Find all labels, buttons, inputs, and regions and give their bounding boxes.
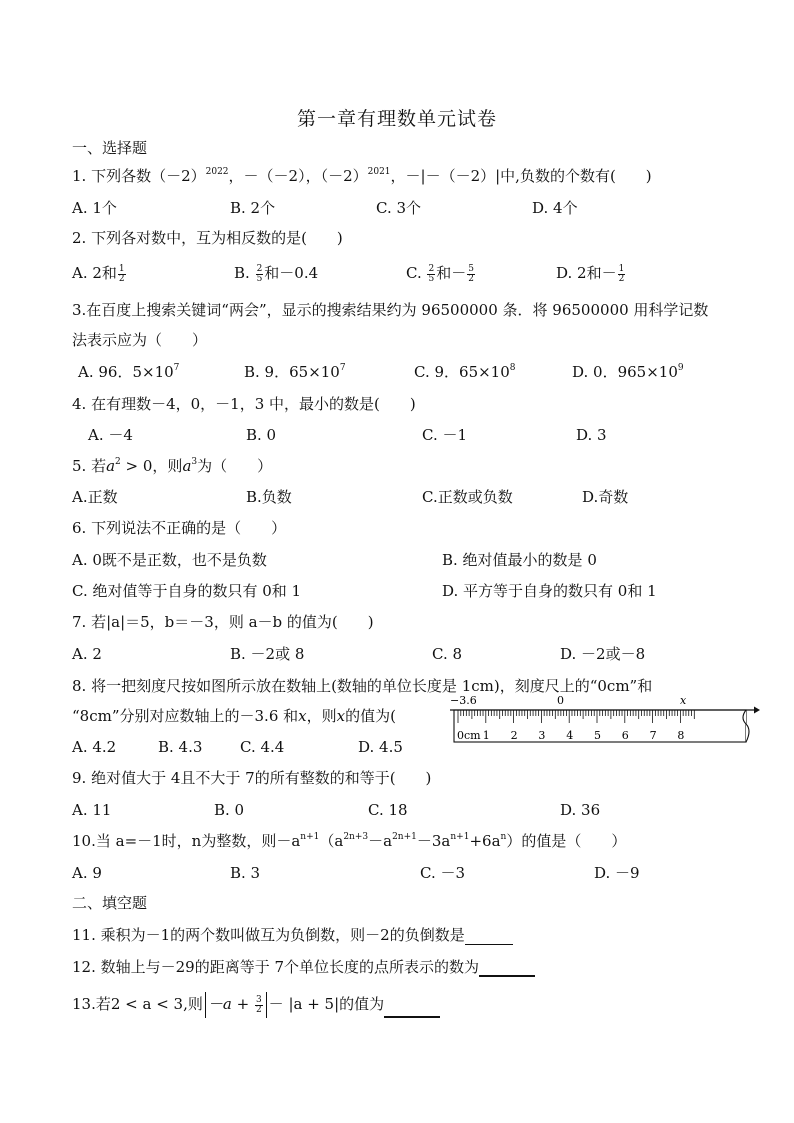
q1-exponent-2: 2021: [367, 167, 391, 177]
q5-option-b: B.负数: [246, 488, 292, 506]
q3-option-b: B. 9．$65\times 10^7$: [244, 363, 346, 381]
axis-label-neg-3-6: −3.6: [450, 694, 477, 707]
question-8-line-2: “8cm”分别对应数轴上的－3.6 和x，则x的值为(: [72, 707, 396, 725]
q2-c-fraction-1: $\frac{2}{5}$: [428, 263, 435, 284]
ruler-number: 2: [510, 729, 518, 742]
question-3-line-2: 法表示应为（ ）: [72, 331, 208, 349]
q2-c-text: C.: [406, 264, 427, 282]
q2-d-fraction: $\frac{1}{2}$: [618, 263, 625, 284]
ruler-number: 5: [594, 729, 601, 742]
q1-text-b: ，－（－2），（－2）: [228, 167, 368, 185]
q2-a-text: A. 2和: [72, 264, 117, 282]
question-2: 2. 下列各对数中，互为相反数的是( ): [72, 229, 343, 247]
q13-fraction: $\frac{3}{2}$: [255, 994, 262, 1015]
q5-option-d: D.奇数: [582, 488, 629, 506]
q6-option-c: C. 绝对值等于自身的数只有 0和 1: [72, 582, 302, 600]
question-9: 9. 绝对值大于 4且不大于 7的所有整数的和等于( ): [72, 769, 432, 787]
question-11: 11. 乘积为－1的两个数叫做互为负倒数，则－2的负倒数是: [72, 925, 513, 945]
question-1: [72, 166, 652, 186]
q4-option-a: A. －4: [88, 426, 133, 444]
ruler-number: 6: [621, 729, 629, 742]
section-heading-choice: 一、选择题: [72, 139, 148, 157]
q2-b-text-post: 和－0.4: [264, 264, 319, 282]
answer-blank-12[interactable]: [479, 961, 535, 977]
q10-option-d: D. －9: [594, 864, 640, 882]
q2-b-fraction: $\frac{2}{5}$: [256, 263, 263, 284]
q3-option-d: D. 0．$965\times 10^9$: [572, 363, 684, 381]
q2-option-b: [234, 263, 318, 284]
axis-label-x: x: [680, 694, 687, 707]
q1-option-d: D. 4个: [532, 199, 578, 217]
q10-option-c: C. －3: [420, 864, 466, 882]
q7-option-b: B. －2或 8: [230, 645, 305, 663]
q7-option-d: D. －2或－8: [560, 645, 646, 663]
q1-option-c: C. 3个: [376, 199, 422, 217]
q9-option-b: B. 0: [214, 801, 245, 819]
q6-option-a: A. 0既不是正数，也不是负数: [72, 551, 267, 569]
answer-blank-11[interactable]: [465, 930, 513, 945]
ruler-number: 1: [482, 729, 490, 742]
question-3-line-1: 3.在百度上搜索关键词“两会”，显示的搜索结果约为 96500000 条．将 96500000 用科学记数: [72, 301, 709, 319]
q2-option-a: [72, 263, 127, 284]
ruler-number-line-figure: [440, 694, 760, 750]
page-title: 第一章有理数单元试卷: [296, 108, 497, 130]
q2-c-fraction-2: $\frac{5}{2}$: [468, 263, 474, 284]
q2-d-text: D. 2和－: [556, 264, 617, 282]
ruler-number: 0cm: [457, 729, 481, 742]
ruler-broken-edge: [743, 710, 749, 742]
q2-c-text-mid: 和－: [436, 264, 467, 282]
question-13: 13.若2 < a < 3,则 －a + $\frac{3}{2}$ － |a + 5|的值为: [72, 992, 440, 1018]
question-4: 4. 在有理数－4，0，－1，3 中，最小的数是( ): [72, 395, 416, 413]
question-10: 10.当 a=－1时，n为整数，则$-a^{n+1}(a^{2n+3}-a^{2n+1}-3a^{n+1}+6a^n)$的值是（ ）: [72, 832, 627, 850]
question-8-line-1: 8. 将一把刻度尺按如图所示放在数轴上(数轴的单位长度是 1cm)，刻度尺上的“0cm”和: [72, 677, 653, 695]
q10-option-a: A. 9: [72, 864, 102, 882]
q9-option-d: D. 36: [560, 801, 601, 819]
q9-option-c: C. 18: [368, 801, 408, 819]
q4-option-c: C. －1: [422, 426, 468, 444]
question-6: 6. 下列说法不正确的是（ ）: [72, 519, 287, 537]
q2-option-d: [556, 263, 626, 284]
q5-option-a: A.正数: [72, 488, 118, 506]
answer-blank-13[interactable]: [384, 1002, 440, 1018]
q2-b-text: B.: [234, 264, 255, 282]
q6-option-d: D. 平方等于自身的数只有 0和 1: [442, 582, 657, 600]
q3-option-c: C. 9．$65\times 10^8$: [414, 363, 516, 381]
q1-option-a: A. 1个: [72, 199, 117, 217]
question-5: 5. 若$a^2 > 0$，则$a^3$为（ ）: [72, 457, 273, 475]
q8-option-d: D. 4.5: [358, 738, 403, 756]
q4-option-b: B. 0: [246, 426, 277, 444]
q1-option-b: B. 2个: [230, 199, 276, 217]
q1-text-c: ，－|－（－2）|中,负数的个数有( ): [390, 167, 652, 185]
ruler-number: 4: [566, 729, 574, 742]
q7-option-a: A. 2: [72, 645, 102, 663]
ruler-number: 7: [649, 729, 657, 742]
number-line-arrow: [754, 707, 760, 714]
ruler-number: 3: [538, 729, 546, 742]
ruler-numbers: [457, 729, 684, 742]
question-12: 12. 数轴上与－29的距离等于 7个单位长度的点所表示的数为: [72, 957, 535, 977]
q6-option-b: B. 绝对值最小的数是 0: [442, 551, 597, 569]
q7-option-c: C. 8: [432, 645, 463, 663]
q9-option-a: A. 11: [72, 801, 112, 819]
q8-option-b: B. 4.3: [158, 738, 203, 756]
q2-a-fraction: $\frac{1}{2}$: [118, 263, 125, 284]
q10-option-b: B. 3: [230, 864, 261, 882]
section-heading-fill-blank: 二、填空题: [72, 894, 148, 912]
q1-text-a: 1. 下列各数（－2）: [72, 167, 206, 185]
q3-option-a: A. 96．$5\times 10^7$: [78, 363, 180, 381]
q5-option-c: C.正数或负数: [422, 488, 513, 506]
ruler-number: 8: [677, 729, 685, 742]
axis-label-zero: 0: [557, 694, 564, 707]
q8-option-c: C. 4.4: [240, 738, 285, 756]
question-7: 7. 若|a|＝5，b＝－3，则 a－b 的值为( ): [72, 613, 374, 631]
q2-option-c: [406, 263, 476, 284]
q4-option-d: D. 3: [576, 426, 607, 444]
q1-exponent-1: 2022: [205, 167, 229, 177]
q8-option-a: A. 4.2: [72, 738, 117, 756]
ruler-ticks: [458, 710, 694, 723]
